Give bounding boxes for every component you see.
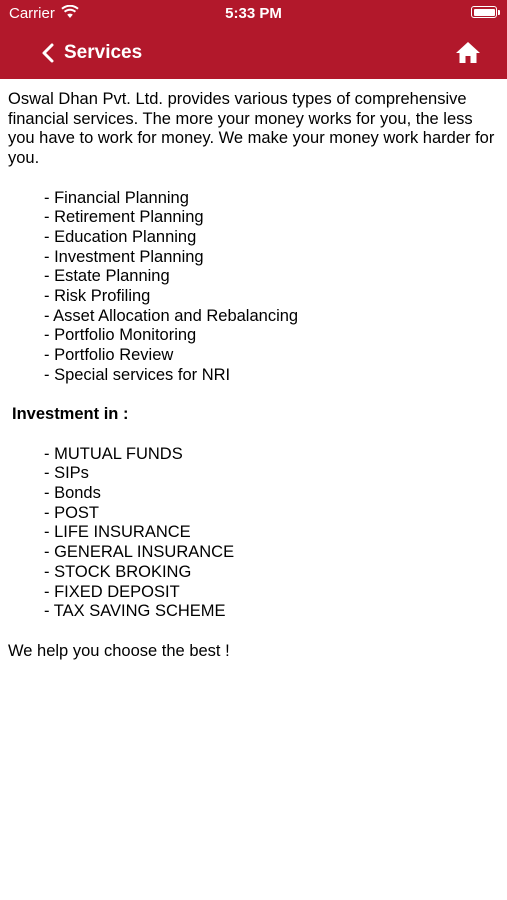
- list-item: - Retirement Planning: [44, 208, 204, 227]
- list-item: - Risk Profiling: [44, 287, 151, 306]
- investments-list: [8, 445, 500, 622]
- list-item: - Asset Allocation and Rebalancing: [44, 306, 299, 325]
- list-item: - FIXED DEPOSIT: [44, 582, 180, 601]
- intro-paragraph: Oswal Dhan Pvt. Ltd. provides various types of comprehensive financial services. The more your money works for you, the less you have to work for money. We make your money work harder for you.: [8, 90, 495, 168]
- list-item: - Investment Planning: [44, 247, 204, 266]
- list-item: - SIPs: [44, 464, 89, 483]
- list-item: - Special services for NRI: [44, 365, 231, 384]
- list-item: - Bonds: [44, 484, 101, 503]
- home-icon: [455, 40, 481, 66]
- status-bar: [0, 0, 507, 28]
- services-content: [8, 90, 500, 661]
- list-item: - POST: [44, 503, 100, 522]
- home-button[interactable]: [455, 40, 481, 66]
- navigation-bar: [0, 28, 507, 79]
- page-title: Services: [64, 42, 143, 63]
- list-item: - LIFE INSURANCE: [44, 523, 191, 542]
- list-item: - Portfolio Review: [44, 346, 174, 365]
- list-item: - STOCK BROKING: [44, 562, 192, 581]
- status-time: 5:33 PM: [225, 5, 282, 22]
- services-list: [8, 189, 500, 386]
- carrier-label: Carrier: [9, 5, 55, 22]
- list-item: - GENERAL INSURANCE: [44, 543, 235, 562]
- list-item: - Portfolio Monitoring: [44, 326, 197, 345]
- list-item: - Education Planning: [44, 227, 197, 246]
- list-item: - Financial Planning: [44, 188, 189, 207]
- investment-heading: Investment in :: [12, 405, 129, 424]
- footer-text: We help you choose the best !: [8, 641, 230, 660]
- back-button[interactable]: [38, 39, 142, 67]
- chevron-left-icon: [38, 39, 60, 67]
- battery-icon: [471, 6, 497, 18]
- list-item: - MUTUAL FUNDS: [44, 444, 183, 463]
- app-header: [0, 0, 507, 79]
- list-item: - TAX SAVING SCHEME: [44, 602, 226, 621]
- list-item: - Estate Planning: [44, 267, 170, 286]
